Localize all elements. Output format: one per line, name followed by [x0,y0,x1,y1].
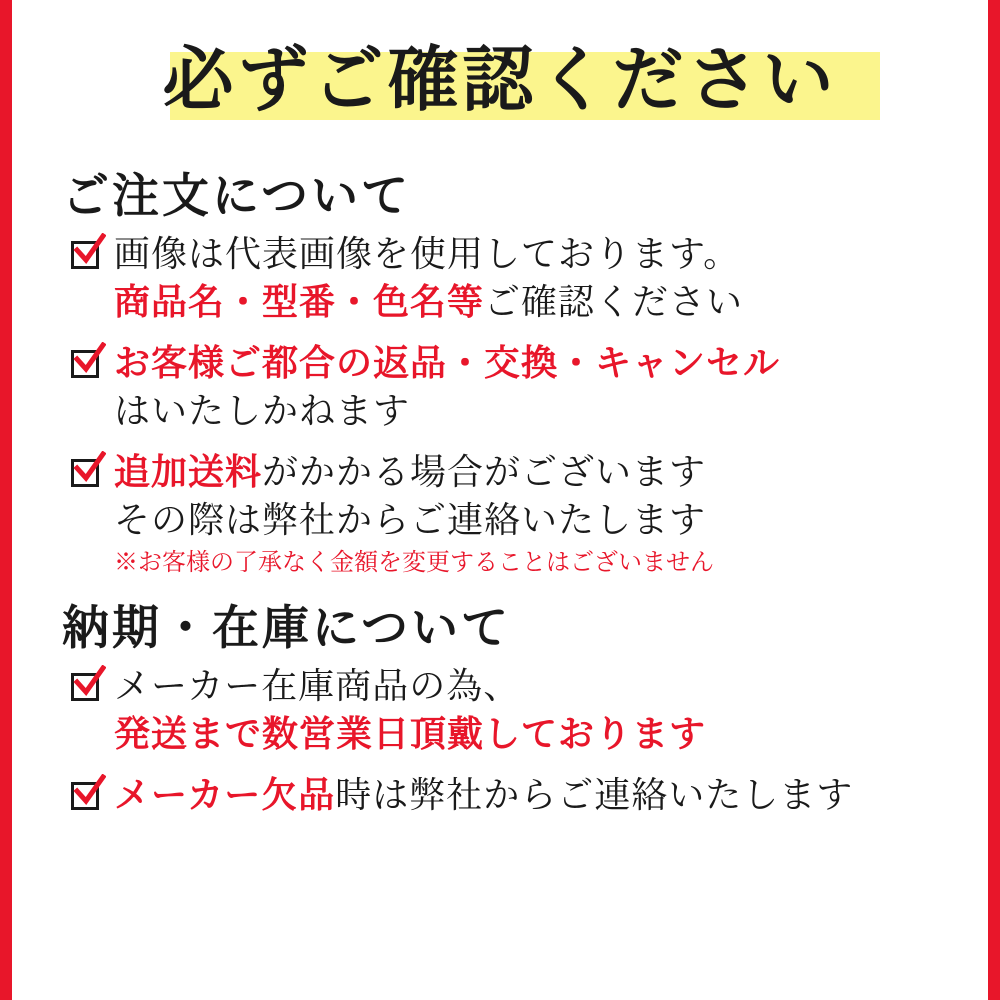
text-note: ※お客様の了承なく金額を変更することはございません [114,548,714,577]
text-line [114,772,962,820]
page-title-area [38,0,962,150]
list-item [68,772,962,820]
text-segment-red: メーカー欠品 [114,774,336,817]
text-line: 発送まで数営業日頂戴しております [114,712,707,755]
list-item-text [114,772,962,820]
checkmark-icon [68,455,108,495]
checkmark-icon [68,669,108,709]
section-heading-stock: 納期・在庫について [62,601,512,657]
left-red-border [0,0,12,1000]
list-item-text [114,340,962,435]
text-segment-red: 追加送料 [114,451,263,494]
list-item-text [114,231,962,326]
text-line: その際は弊社からご連絡いたします [114,499,707,541]
text-line [114,279,962,327]
checkmark-icon [68,778,108,818]
text-segment-red: 商品名・型番・色名等 [114,280,485,323]
section-heading-orders: ご注文について [62,169,412,224]
list-item [68,449,962,580]
checkmark-icon [68,346,108,386]
list-item [68,340,962,435]
list-item-text [114,663,962,758]
section-orders [38,166,962,580]
text-line: はいたしかねます [114,390,411,432]
text-line: 画像は代表画像を使用しております。 [114,234,741,276]
checkmark-icon [68,237,108,277]
list-item [68,663,962,758]
notice-page [12,0,988,1000]
text-line [114,449,962,497]
list-item-text [114,449,962,580]
section-stock [38,598,962,820]
page-title: 必ずご確認ください [162,36,838,121]
text-segment-black: 時は弊社からご連絡いたします [335,775,854,817]
text-line: メーカー在庫商品の為、 [114,666,521,708]
right-red-border [988,0,1000,1000]
text-segment-black: ご確認ください [484,281,744,323]
text-line: お客様ご都合の返品・交換・キャンセル [114,342,781,385]
text-segment-black: がかかる場合がございます [262,452,707,494]
list-item [68,231,962,326]
